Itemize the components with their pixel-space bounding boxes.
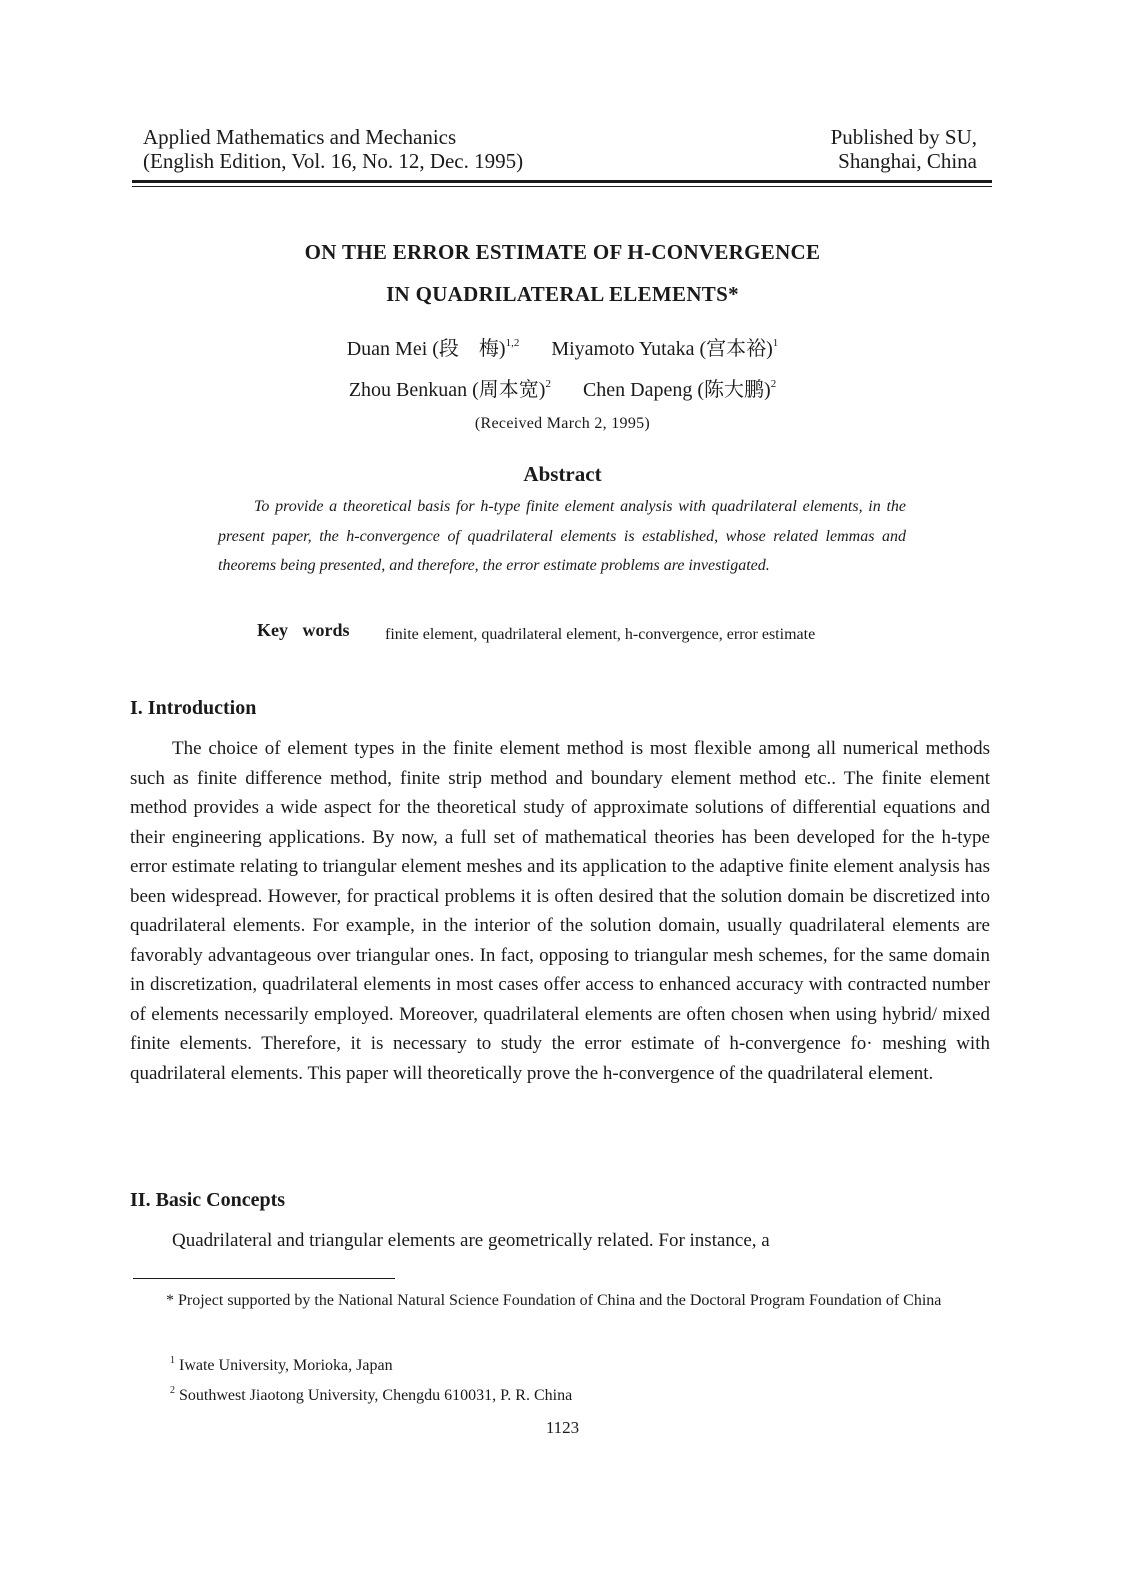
author-affiliation-mark: 1 xyxy=(772,337,779,349)
footnote-mark: 1 xyxy=(170,1355,175,1366)
publisher-location: Shanghai, China xyxy=(838,149,977,173)
author-line-1 xyxy=(0,332,1125,361)
footnote-funding xyxy=(130,1286,990,1315)
footnote-affiliation-2 xyxy=(170,1376,572,1410)
abstract-body xyxy=(218,492,906,581)
header-rule-thick xyxy=(132,180,992,183)
paper-title-line1: ON THE ERROR ESTIMATE OF H-CONVERGENCE xyxy=(304,240,821,264)
author-affiliation-mark: 1,2 xyxy=(505,337,520,349)
abstract-heading: Abstract xyxy=(523,462,602,486)
author-name: Zhou Benkuan (周本宽) xyxy=(348,379,546,401)
section-body-basic-concepts xyxy=(130,1226,990,1256)
header-rule-thin xyxy=(132,186,992,187)
section-heading-basic-concepts: II. Basic Concepts xyxy=(130,1189,286,1211)
journal-name: Applied Mathematics and Mechanics xyxy=(143,125,457,149)
footnote-affiliation-text: Southwest Jiaotong University, Chengdu 610031, P. R. China xyxy=(179,1387,573,1404)
author-name: Miyamoto Yutaka (宫本裕) xyxy=(551,338,773,360)
received-date: (Received March 2, 1995) xyxy=(474,415,651,432)
section-heading-introduction: I. Introduction xyxy=(130,697,257,719)
author-name: Chen Dapeng (陈大鹏) xyxy=(582,379,771,401)
paragraph: Quadrilateral and triangular elements are geometrically related. For instance, a xyxy=(172,1230,770,1251)
footnote-affiliation-1 xyxy=(170,1346,393,1380)
author-name: Duan Mei (段 梅) xyxy=(346,338,506,360)
paragraph: The choice of element types in the finite element method is most flexible among all numerical methods such as finite difference method, finite strip method and boundary element method etc.. The finite element method provides a wide aspect for the theoretical study of approximate solutions of differential equations and their engineering applications. By now, a full set of mathematical theories has been developed for the h-type error estimate relating to triangular element meshes and its application to the adaptive finite element analysis has been widespread. However, for practical problems it is often desired that the solution domain be discretized into quadrilateral elements. For example, in the interior of the solution domain, usually quadrilateral elements are favorably advantageous over triangular ones. In fact, opposing to triangular mesh schemes, for the same domain in discretization, quadrilateral elements in most cases offer access to enhanced accuracy with contracted number of elements necessarily employed. Moreover, quadrilateral elements are often chosen when using hybrid/ mixed finite elements. Therefore, it is necessary to study the error estimate of h-convergence fo· meshing with quadrilateral elements. This paper will theoretically prove the h-convergence of the quadrilateral element. xyxy=(130,738,990,1084)
journal-header xyxy=(143,125,523,173)
abstract-text: To provide a theoretical basis for h-type finite element analysis with quadrilateral elements, in the present paper, the h-convergence of quadrilateral elements is established, whose related lemmas and theorems being presented, and therefore, the error estimate problems are investigated. xyxy=(218,498,906,574)
publisher-name: Published by SU, xyxy=(830,125,977,149)
page-number: 1123 xyxy=(545,1418,580,1437)
keywords-text: finite element, quadrilateral element, h-convergence, error estimate xyxy=(385,626,816,643)
footnote-affiliation-text: Iwate University, Morioka, Japan xyxy=(179,1357,393,1374)
author-line-2 xyxy=(0,373,1125,402)
paper-title-line2: IN QUADRILATERAL ELEMENTS* xyxy=(386,282,739,306)
footnote-mark: 2 xyxy=(170,1385,175,1396)
publisher-header xyxy=(831,125,977,173)
section-body-introduction xyxy=(130,734,990,1088)
footnote-funding-text: * Project supported by the National Natural Science Foundation of China and the Doctoral Program Foundation of China xyxy=(166,1292,942,1309)
author-affiliation-mark: 2 xyxy=(545,378,551,390)
author-affiliation-mark: 2 xyxy=(770,378,777,390)
keywords-label: Key words xyxy=(257,620,350,640)
journal-issue: (English Edition, Vol. 16, No. 12, Dec. 1995) xyxy=(143,149,524,173)
footnote-rule xyxy=(133,1278,395,1279)
